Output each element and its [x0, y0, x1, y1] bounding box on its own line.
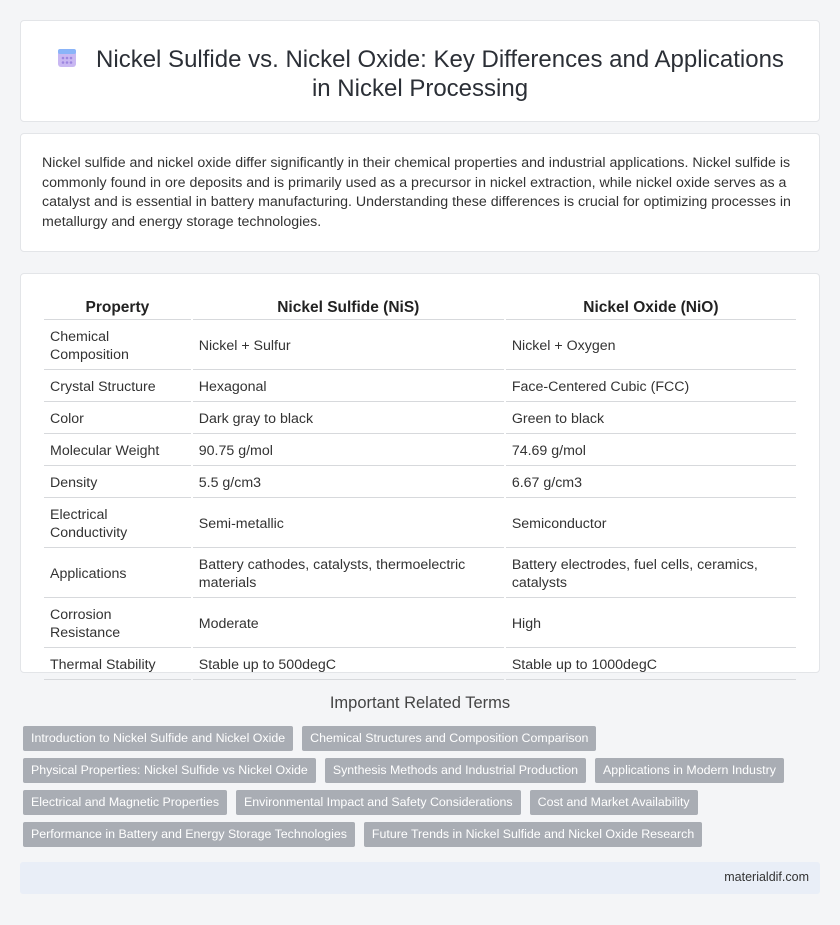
footer-bar [20, 862, 820, 894]
cell-nickel-oxide: Green to black [506, 404, 796, 434]
related-term-link[interactable]: Future Trends in Nickel Sulfide and Nickel Oxide Research [364, 822, 702, 847]
cell-nickel-sulfide: Battery cathodes, catalysts, thermoelectric materials [193, 550, 504, 598]
page-title [49, 45, 791, 103]
cell-nickel-sulfide: 90.75 g/mol [193, 436, 504, 466]
table-row [44, 436, 796, 466]
table-row [44, 500, 796, 548]
cell-property: Thermal Stability [44, 650, 191, 680]
title-wrap [21, 45, 819, 103]
cell-nickel-oxide: Semiconductor [506, 500, 796, 548]
cell-nickel-oxide: 6.67 g/cm3 [506, 468, 796, 498]
cell-property: Electrical Conductivity [44, 500, 191, 548]
cell-nickel-sulfide: Dark gray to black [193, 404, 504, 434]
cell-property: Applications [44, 550, 191, 598]
cell-nickel-oxide: Stable up to 1000degC [506, 650, 796, 680]
related-term-link[interactable]: Cost and Market Availability [530, 790, 698, 815]
cell-property: Crystal Structure [44, 372, 191, 402]
cell-nickel-oxide: Nickel + Oxygen [506, 322, 796, 370]
related-term-link[interactable]: Chemical Structures and Composition Comparison [302, 726, 596, 751]
related-term-link[interactable]: Electrical and Magnetic Properties [23, 790, 227, 815]
page-title-text: Nickel Sulfide vs. Nickel Oxide: Key Differences and Applications in Nickel Processing [96, 46, 784, 102]
cell-nickel-sulfide: Stable up to 500degC [193, 650, 504, 680]
related-term-link[interactable]: Introduction to Nickel Sulfide and Nickel Oxide [23, 726, 293, 751]
cell-nickel-oxide: Face-Centered Cubic (FCC) [506, 372, 796, 402]
comparison-table-card [20, 273, 820, 673]
related-term-link[interactable]: Physical Properties: Nickel Sulfide vs Nickel Oxide [23, 758, 316, 783]
comparison-table [42, 294, 798, 682]
related-terms-title: Important Related Terms [329, 694, 511, 712]
cell-property: Density [44, 468, 191, 498]
related-terms-list [23, 726, 813, 847]
table-row [44, 468, 796, 498]
related-term-link[interactable]: Applications in Modern Industry [595, 758, 784, 783]
table-row [44, 650, 796, 680]
related-term-link[interactable]: Environmental Impact and Safety Considerations [236, 790, 521, 815]
cell-property: Color [44, 404, 191, 434]
cell-nickel-oxide: Battery electrodes, fuel cells, ceramics, catalysts [506, 550, 796, 598]
related-term-link[interactable]: Performance in Battery and Energy Storage Technologies [23, 822, 355, 847]
header-card [20, 20, 820, 122]
header-nickel-sulfide: Nickel Sulfide (NiS) [193, 296, 504, 320]
table-row [44, 372, 796, 402]
cell-nickel-sulfide: Nickel + Sulfur [193, 322, 504, 370]
site-link[interactable]: materialdif.com [724, 870, 809, 884]
cell-property: Chemical Composition [44, 322, 191, 370]
table-row [44, 404, 796, 434]
header-nickel-oxide: Nickel Oxide (NiO) [506, 296, 796, 320]
table-row [44, 322, 796, 370]
intro-card [20, 133, 820, 252]
cell-nickel-sulfide: Hexagonal [193, 372, 504, 402]
table-row [44, 600, 796, 648]
intro-paragraph: Nickel sulfide and nickel oxide differ significantly in their chemical properties and industrial applications. Nickel sulfide is commonly found in ore deposits and is primarily used as a precursor in nickel extraction, while nickel oxide serves as a catalyst and is essential in battery manufacturing. Understanding these differences is crucial for optimizing processes in metallurgy and energy storage technologies. [42, 155, 791, 230]
cell-nickel-oxide: High [506, 600, 796, 648]
cell-nickel-sulfide: Moderate [193, 600, 504, 648]
cell-nickel-sulfide: Semi-metallic [193, 500, 504, 548]
cell-property: Corrosion Resistance [44, 600, 191, 648]
cell-nickel-oxide: 74.69 g/mol [506, 436, 796, 466]
related-term-link[interactable]: Synthesis Methods and Industrial Production [325, 758, 586, 783]
header-property: Property [44, 296, 191, 320]
table-header-row [44, 296, 796, 320]
cell-property: Molecular Weight [44, 436, 191, 466]
calendar-grid-icon [56, 47, 78, 69]
cell-nickel-sulfide: 5.5 g/cm3 [193, 468, 504, 498]
table-row [44, 550, 796, 598]
